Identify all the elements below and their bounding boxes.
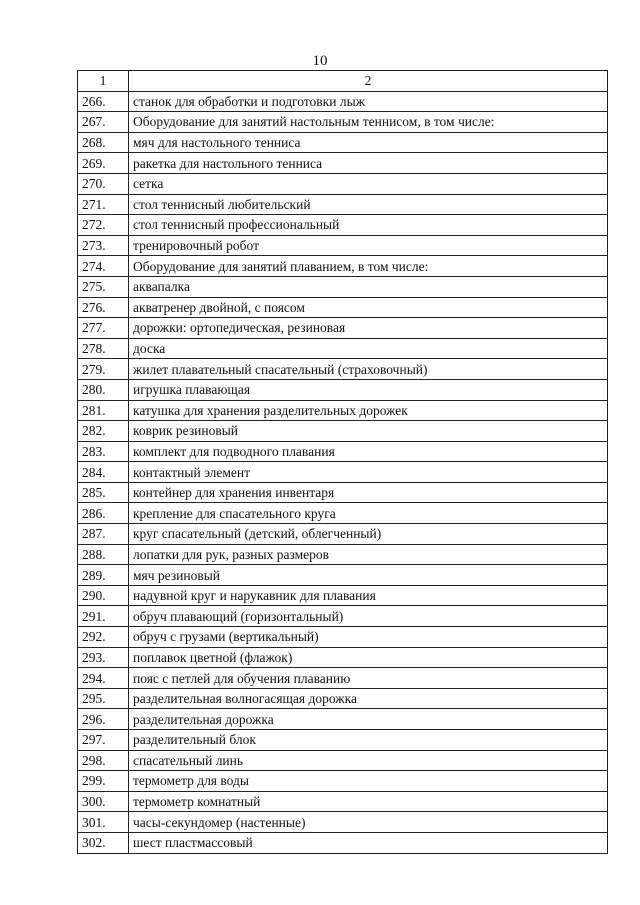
row-item-name: мяч резиновый [129,565,608,586]
row-item-name: комплект для подводного плавания [129,441,608,462]
row-number: 271. [78,194,129,215]
row-number: 276. [78,297,129,318]
table-row [78,668,608,689]
row-number: 273. [78,235,129,256]
row-item-name: доска [129,338,608,359]
row-item-name: катушка для хранения разделительных дорожек [129,400,608,421]
table-row [78,791,608,812]
table-row [78,400,608,421]
row-number: 279. [78,359,129,380]
row-number: 288. [78,544,129,565]
row-number: 280. [78,379,129,400]
table-row [78,585,608,606]
row-item-name: стол теннисный профессиональный [129,215,608,236]
row-item-name: станок для обработки и подготовки лыж [129,91,608,112]
row-item-name: коврик резиновый [129,421,608,442]
row-item-name: спасательный линь [129,750,608,771]
row-item-name: игрушка плавающая [129,379,608,400]
table-row [78,832,608,853]
table-row [78,153,608,174]
row-item-name: пояс с петлей для обучения плаванию [129,668,608,689]
table-row [78,173,608,194]
row-number: 275. [78,276,129,297]
row-number: 300. [78,791,129,812]
table-row [78,215,608,236]
table-row [78,503,608,524]
row-number: 284. [78,462,129,483]
table-row [78,235,608,256]
row-item-name: крепление для спасательного круга [129,503,608,524]
row-number: 291. [78,606,129,627]
row-number: 302. [78,832,129,853]
table-row [78,91,608,112]
table-row [78,688,608,709]
page-number: 10 [312,53,328,69]
row-number: 274. [78,256,129,277]
row-item-name: разделительный блок [129,730,608,751]
row-number: 292. [78,627,129,648]
row-number: 266. [78,91,129,112]
row-number: 295. [78,688,129,709]
table-row [78,297,608,318]
table-row [78,647,608,668]
table-row [78,730,608,751]
equipment-table [77,70,608,854]
row-item-name: дорожки: ортопедическая, резиновая [129,318,608,339]
row-item-name: термометр комнатный [129,791,608,812]
table-row [78,812,608,833]
table-row [78,359,608,380]
row-item-name: тренировочный робот [129,235,608,256]
table-row [78,441,608,462]
table-row [78,379,608,400]
row-number: 277. [78,318,129,339]
row-item-name: Оборудование для занятий плаванием, в том числе: [129,256,608,277]
row-item-name: сетка [129,173,608,194]
table-header-row [78,71,608,92]
row-item-name: контактный элемент [129,462,608,483]
row-item-name: надувной круг и нарукавник для плавания [129,585,608,606]
table-row [78,318,608,339]
row-item-name: мяч для настольного тенниса [129,132,608,153]
row-item-name: шест пластмассовый [129,832,608,853]
table-row [78,606,608,627]
row-item-name: часы-секундомер (настенные) [129,812,608,833]
table-body [78,91,608,853]
row-item-name: Оборудование для занятий настольным теннисом, в том числе: [129,112,608,133]
table-row [78,771,608,792]
row-item-name: контейнер для хранения инвентаря [129,482,608,503]
column-header-number: 1 [78,71,129,92]
row-item-name: ракетка для настольного тенниса [129,153,608,174]
row-number: 269. [78,153,129,174]
row-item-name: термометр для воды [129,771,608,792]
row-item-name: разделительная волногасящая дорожка [129,688,608,709]
row-number: 272. [78,215,129,236]
row-item-name: акватренер двойной, с поясом [129,297,608,318]
table-row [78,544,608,565]
row-number: 293. [78,647,129,668]
row-number: 289. [78,565,129,586]
row-number: 299. [78,771,129,792]
table-row [78,276,608,297]
row-number: 286. [78,503,129,524]
row-item-name: поплавок цветной (флажок) [129,647,608,668]
row-number: 294. [78,668,129,689]
table-row [78,482,608,503]
row-item-name: круг спасательный (детский, облегченный) [129,524,608,545]
row-number: 298. [78,750,129,771]
table-row [78,462,608,483]
row-item-name: аквапалка [129,276,608,297]
table-row [78,709,608,730]
table-row [78,750,608,771]
row-item-name: обруч с грузами (вертикальный) [129,627,608,648]
row-number: 283. [78,441,129,462]
row-number: 285. [78,482,129,503]
row-item-name: стол теннисный любительский [129,194,608,215]
row-number: 281. [78,400,129,421]
row-number: 287. [78,524,129,545]
table-row [78,256,608,277]
column-header-name: 2 [129,71,608,92]
table-row [78,194,608,215]
row-number: 268. [78,132,129,153]
row-number: 282. [78,421,129,442]
row-number: 297. [78,730,129,751]
row-item-name: обруч плавающий (горизонтальный) [129,606,608,627]
table-row [78,524,608,545]
row-item-name: лопатки для рук, разных размеров [129,544,608,565]
row-number: 301. [78,812,129,833]
table-row [78,627,608,648]
row-number: 270. [78,173,129,194]
row-number: 267. [78,112,129,133]
table-row [78,132,608,153]
row-number: 296. [78,709,129,730]
row-number: 290. [78,585,129,606]
table-row [78,421,608,442]
table-row [78,112,608,133]
row-number: 278. [78,338,129,359]
row-item-name: разделительная дорожка [129,709,608,730]
table-row [78,565,608,586]
table-row [78,338,608,359]
row-item-name: жилет плавательный спасательный (страховочный) [129,359,608,380]
